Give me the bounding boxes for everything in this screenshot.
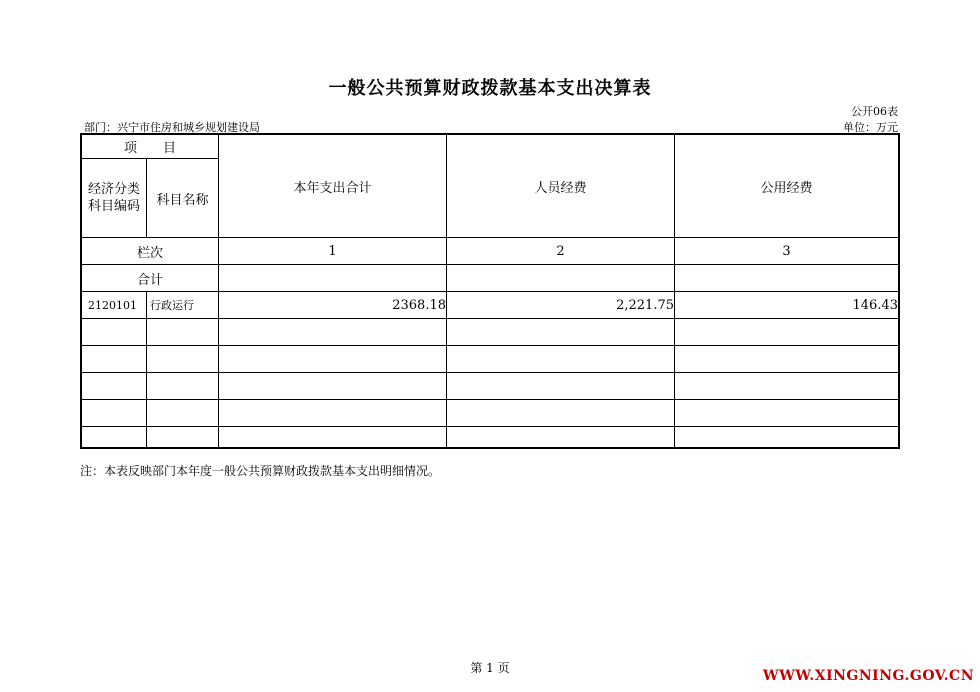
index-col-3: 3: [782, 243, 791, 259]
header-econ-code-line2: 科目编码: [87, 199, 140, 214]
row-code: 2120101: [88, 298, 137, 312]
expenditure-table: [80, 133, 900, 449]
footnote: 注：本表反映部门本年度一般公共预算财政拨款基本支出明细情况。: [80, 464, 441, 478]
row-name: 行政运行: [150, 299, 194, 312]
row-total: [219, 346, 446, 372]
row-total: [219, 400, 446, 426]
header-econ-code-line1: 经济分类: [87, 182, 140, 197]
total-row-label: 合计: [136, 272, 163, 288]
row-public: [675, 427, 898, 447]
row-code: [88, 319, 146, 345]
row-code: [88, 373, 146, 399]
row-name: [150, 373, 218, 399]
header-total: 本年支出合计: [293, 180, 372, 196]
row-code: [88, 400, 146, 426]
row-code: [88, 427, 146, 447]
total-row-total: [219, 265, 446, 291]
header-subject-name: 科目名称: [156, 192, 209, 208]
page-title: 一般公共预算财政拨款基本支出决算表: [328, 78, 652, 99]
row-personnel: [447, 427, 674, 447]
index-col-1: 1: [328, 243, 337, 259]
row-public: 146.43: [852, 297, 898, 313]
row-name: [150, 346, 218, 372]
row-public: [675, 373, 898, 399]
row-public: [675, 400, 898, 426]
row-total: [219, 319, 446, 345]
unit-label: 单位：万元: [843, 121, 898, 134]
header-econ-code: [82, 159, 146, 237]
row-public: [675, 319, 898, 345]
row-name: [150, 319, 218, 345]
site-watermark: WWW.XINGNING.GOV.CN: [762, 668, 974, 684]
row-personnel: [447, 373, 674, 399]
index-col-2: 2: [556, 243, 565, 259]
department-label: 部门：兴宁市住房和城乡规划建设局: [84, 121, 260, 134]
index-row-label: 栏次: [136, 245, 163, 261]
row-total: [219, 427, 446, 447]
row-personnel: [447, 346, 674, 372]
row-name: [150, 400, 218, 426]
total-row-public: [675, 265, 898, 291]
page-number: 第 1 页: [470, 661, 510, 675]
row-name: [150, 427, 218, 447]
row-personnel: [447, 319, 674, 345]
row-code: [88, 346, 146, 372]
header-item: 项 目: [123, 141, 176, 156]
row-total: [219, 373, 446, 399]
header-public: 公用经费: [760, 180, 813, 196]
divider: [146, 291, 147, 447]
row-personnel: 2,221.75: [616, 297, 674, 313]
form-code: 公开06表: [851, 105, 898, 118]
total-row-personnel: [447, 265, 674, 291]
row-total: 2368.18: [392, 297, 446, 313]
row-public: [675, 346, 898, 372]
header-personnel: 人员经费: [534, 180, 587, 196]
row-personnel: [447, 400, 674, 426]
